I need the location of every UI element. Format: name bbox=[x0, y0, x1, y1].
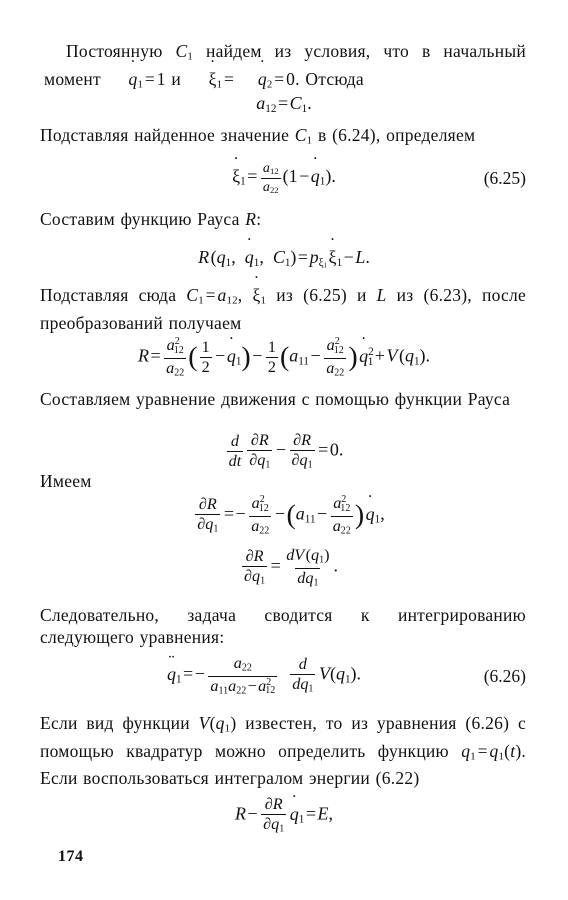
paragraph-initial-condition: Постоянную $C_1$ найдем из условия, что в начальный момент ˙ $q_1$ = 1 и ˙ $\xi_1$ = ˙ $q_2$ = 0. Отсюда bbox=[44, 40, 526, 95]
equation-partial-qdot: $\frac{\partial R}{\partial˙ q_1}$ = − $\frac{a^2_{12}}{a_{22}}$ − ($a_{11}$ − $\frac{a^2_{12}}{a_{22}}$ ) ˙ $q_1$, bbox=[0, 494, 568, 538]
equation-a12: $a_{12}$ = $C_1$. bbox=[256, 93, 312, 115]
paragraph-routh-function: Составим функцию Рауса R: bbox=[40, 209, 262, 229]
equation-energy: R − $\frac{\partial R}{\partial˙ q_1}$ ˙ $q_1$ = E, bbox=[0, 796, 568, 836]
equation-partial-q: $\frac{\partial R}{\partial q_1}$ = $\frac{dV (q_1)}{dq_1}$ . bbox=[243, 546, 338, 588]
equation-6-25: ˙ $\xi_1$ = $\frac{a_{12}}{a_{22}}$ (1 − ˙ $q_1$). (6.25) bbox=[0, 160, 568, 196]
paragraph-we-have: Имеем bbox=[40, 471, 92, 491]
equation-number-6-25: (6.25) bbox=[483, 168, 526, 188]
page-number: 174 bbox=[58, 848, 84, 865]
paragraph-substitute-c1: Подставляя найденное значение $C_1$ в (6.24), определяем bbox=[40, 125, 476, 147]
equation-number-6-26: (6.26) bbox=[483, 666, 526, 686]
equation-routh-expanded: R = $\frac{a^2_{12}}{a_{22}}$ ( $\frac{1}{2}$ − ˙ $q_1$) − $\frac{1}{2}$ ($a_{11}$ − $\frac{a^2_{12}}{a_{22}}$ ) ˙ $q^2_1$ + V $(q_1)$. bbox=[0, 336, 568, 380]
paragraph-energy-integral: Если вид функции $V(q_1)$ известен, то из уравнения (6.26) с помощью квадратур можно определить функцию $q_1$ = $q_1(t)$. Если воспользоваться интегралом энергии (6.22) bbox=[40, 713, 527, 789]
paragraph-equation-of-motion: Составляем уравнение движения с помощью функции Рауса bbox=[40, 389, 511, 409]
paragraph-substitution: Подставляя сюда $C_1$ = $a_{12}$, ˙ $\xi_1$ из (6.25) и L из (6.23), после преобразований получаем bbox=[40, 284, 526, 334]
equation-routh-definition: R ($q_1$, ˙ $q_1$, $C_1$) = $p_{\xi_1}$ ˙ $\xi_1$ − L. bbox=[0, 246, 568, 278]
paragraph-reduces-to: Следовательно, задача сводится к интегрированию следующего уравнения: bbox=[40, 605, 526, 647]
equation-6-26: ¨ $q_1$ = − $\frac{a_{22}}{a_{11}a_{22} - a^2_{12}}$ $\frac{d}{dq_1}$ $V(q_1)$. (6.26) bbox=[0, 656, 568, 696]
equation-lagrange: $\frac{d}{dt}$ $\frac{\partial R}{\partial˙ q_1}$ − $\frac{\partial R}{\partial q_1}$ = 0. bbox=[0, 432, 568, 472]
